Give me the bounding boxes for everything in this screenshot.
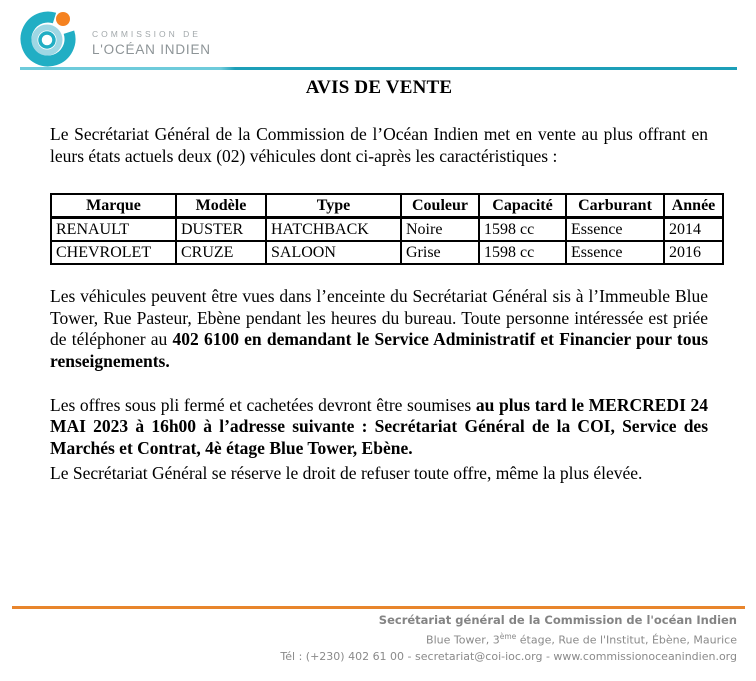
wordmark-line2: L'OCÉAN INDIEN [92, 42, 211, 57]
col-header-annee: Année [664, 194, 723, 218]
vehicles-table [50, 193, 724, 265]
cell-carburant: Essence [566, 241, 664, 264]
footer-address-suffix: étage, Rue de l'Institut, Ébène, Maurice [516, 633, 737, 647]
viewing-text: Les véhicules peuvent être vues dans l’enceinte du Secrétariat Général sis à l’Immeuble Blue Tower, Rue Pasteur, Ebène pendant les heures du bureau. Toute personne intéressée est priée de téléphoner au [50, 286, 708, 350]
viewing-paragraph [50, 286, 708, 372]
table-row [51, 218, 723, 242]
cell-capacite: 1598 cc [479, 218, 566, 242]
intro-text: Le Secrétariat Général de la Commission de l’Océan Indien met en vente au plus offrant en leurs états actuels deux (02) véhicules dont ci-après les caractéristiques : [50, 124, 708, 166]
cell-type: SALOON [266, 241, 401, 264]
col-header-couleur: Couleur [401, 194, 479, 218]
coi-wordmark [92, 19, 211, 57]
cell-annee: 2016 [664, 241, 723, 264]
cell-couleur: Noire [401, 218, 479, 242]
offers-bold-text: au plus tard le MERCREDI 24 MAI 2023 à 16h00 à l’adresse suivante : Secrétariat Général de la COI, Service des Marchés et Contrat, 4è étage Blue Tower, Ebène. [50, 394, 708, 458]
offers-text: Les offres sous pli fermé et cachetées devront être soumises [50, 394, 476, 415]
cell-couleur: Grise [401, 241, 479, 264]
col-header-capacite: Capacité [479, 194, 566, 218]
col-header-carburant: Carburant [566, 194, 664, 218]
cell-marque: RENAULT [51, 218, 176, 242]
cell-type: HATCHBACK [266, 218, 401, 242]
table-row [51, 241, 723, 264]
table-header-row [51, 194, 723, 218]
viewing-bold-text: 402 6100 en demandant le Service Administratif et Financier pour tous renseignements. [50, 329, 709, 371]
footer-address-superscript: ème [499, 631, 517, 641]
cell-modele: DUSTER [176, 218, 266, 242]
header-divider-line [20, 67, 737, 70]
col-header-marque: Marque [51, 194, 176, 218]
document-content [50, 76, 716, 485]
cell-marque: CHEVROLET [51, 241, 176, 264]
wordmark-line1: COMMISSION DE [92, 29, 201, 39]
cell-carburant: Essence [566, 218, 664, 242]
coi-swirl-icon [18, 8, 78, 68]
document-title: AVIS DE VENTE [305, 77, 453, 98]
offers-paragraph [50, 395, 708, 460]
footer [280, 612, 737, 665]
footer-address [280, 629, 737, 649]
coi-logo [18, 8, 211, 68]
cell-capacite: 1598 cc [479, 241, 566, 264]
cell-modele: CRUZE [176, 241, 266, 264]
closing-paragraph: Le Secrétariat Général se réserve le droit de refuser toute offre, même la plus élevée. [50, 463, 643, 484]
col-header-modele: Modèle [176, 194, 266, 218]
footer-divider-line [12, 606, 745, 609]
footer-address-prefix: Blue Tower, 3 [426, 633, 500, 647]
footer-contact-line: Tél : (+230) 402 61 00 - secretariat@coi-ioc.org - www.commissionoceanindien.org [280, 649, 737, 663]
col-header-type: Type [266, 194, 401, 218]
footer-org-name: Secrétariat général de la Commission de l'océan Indien [378, 613, 737, 627]
intro-paragraph [50, 124, 708, 167]
cell-annee: 2014 [664, 218, 723, 242]
